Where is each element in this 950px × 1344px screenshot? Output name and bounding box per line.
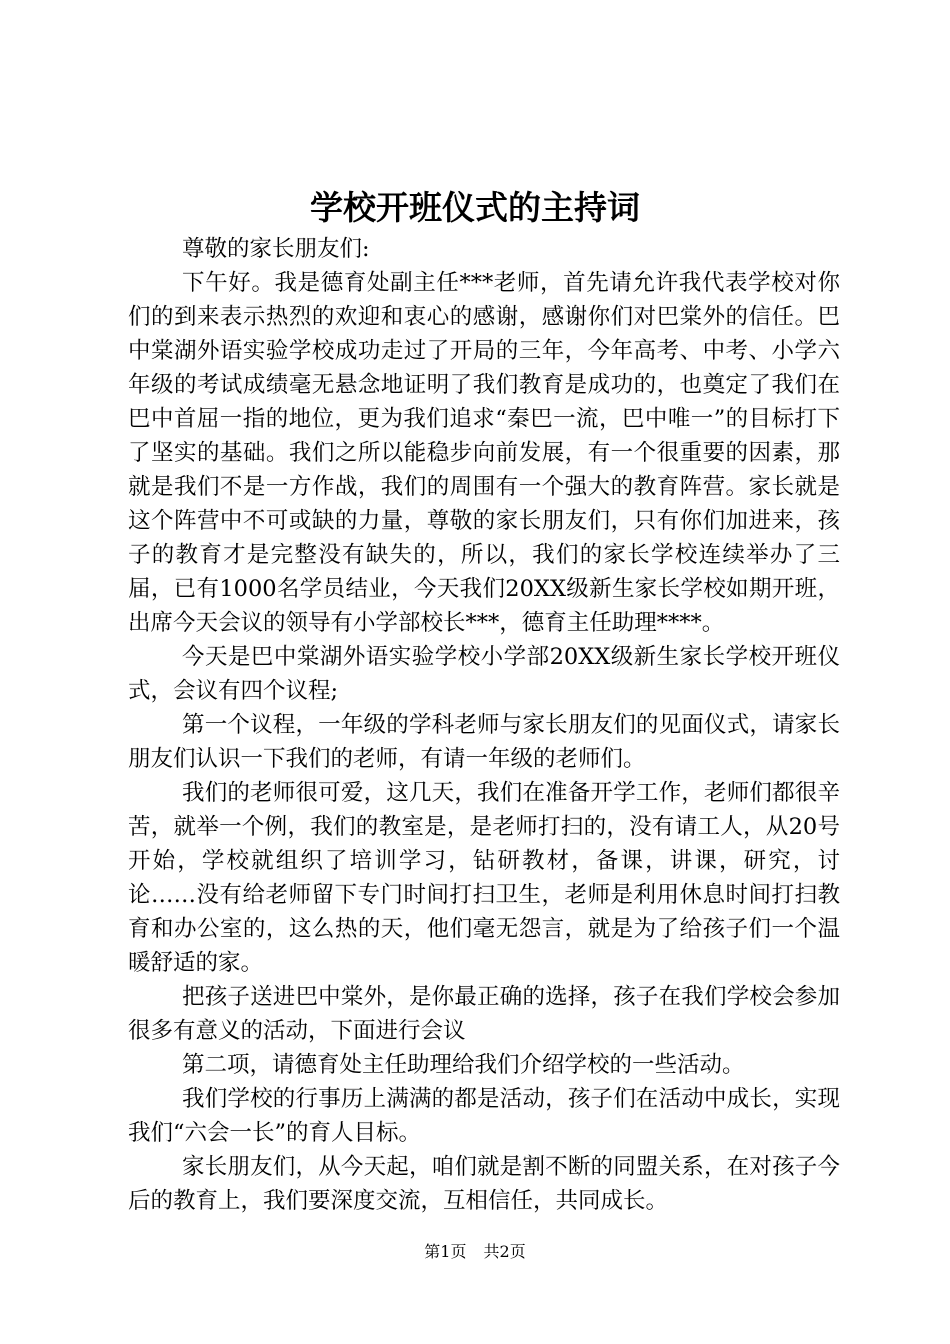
page-footer	[0, 1240, 950, 1264]
paragraph-teachers: 我们的老师很可爱，这几天，我们在准备开学工作，老师们都很辛苦，就举一个例，我们的教室是，是老师打扫的，没有请工人，从20号开始，学校就组织了培训学习，钻研教材，备课，讲课，研究，讨论……没有给老师留下专门时间打扫卫生，老师是利用休息时间打扫教育和办公室的，这么热的天，他们毫无怨言，就是为了给孩子们一个温暖舒适的家。	[128, 780, 840, 976]
document-title: 学校开班仪式的主持词	[310, 188, 640, 227]
document-body	[128, 232, 840, 1218]
paragraph-closing: 家长朋友们，从今天起，咱们就是割不断的同盟关系，在对孩子今后的教育上，我们要深度交流，互相信任，共同成长。	[128, 1154, 840, 1214]
paragraph-item-two: 第二项，请德育处主任助理给我们介绍学校的一些活动。	[182, 1052, 745, 1078]
paragraph-activities: 我们学校的行事历上满满的都是活动，孩子们在活动中成长，实现我们“六会一长”的育人目标。	[128, 1086, 840, 1146]
paragraph-choice: 把孩子送进巴中棠外，是你最正确的选择，孩子在我们学校会参加很多有意义的活动，下面进行会议	[128, 984, 840, 1044]
page-number: 第1页	[424, 1242, 467, 1261]
paragraph-agenda: 今天是巴中棠湖外语实验学校小学部20XX级新生家长学校开班仪式，会议有四个议程;	[128, 644, 840, 704]
page-total: 共2页	[483, 1242, 526, 1261]
paragraph-greeting: 尊敬的家长朋友们:	[182, 236, 370, 262]
paragraph-item-one: 第一个议程，一年级的学科老师与家长朋友们的见面仪式，请家长朋友们认识一下我们的老师，有请一年级的老师们。	[128, 712, 840, 772]
paragraph-opening: 下午好。我是德育处副主任***老师，首先请允许我代表学校对你们的到来表示热烈的欢迎和衷心的感谢，感谢你们对巴棠外的信任。巴中棠湖外语实验学校成功走过了开局的三年，今年高考、中考、小学六年级的考试成绩毫无悬念地证明了我们教育是成功的，也奠定了我们在巴中首屈一指的地位，更为我们追求“秦巴一流，巴中唯一”的目标打下了坚实的基础。我们之所以能稳步向前发展，有一个很重要的因素，那就是我们不是一方作战，我们的周围有一个强大的教育阵营。家长就是这个阵营中不可或缺的力量，尊敬的家长朋友们，只有你们加进来，孩子的教育才是完整没有缺失的，所以，我们的家长学校连续举办了三届，已有1000名学员结业，今天我们20XX级新生家长学校如期开班，出席今天会议的领导有小学部校长***，德育主任助理****。	[128, 270, 840, 636]
